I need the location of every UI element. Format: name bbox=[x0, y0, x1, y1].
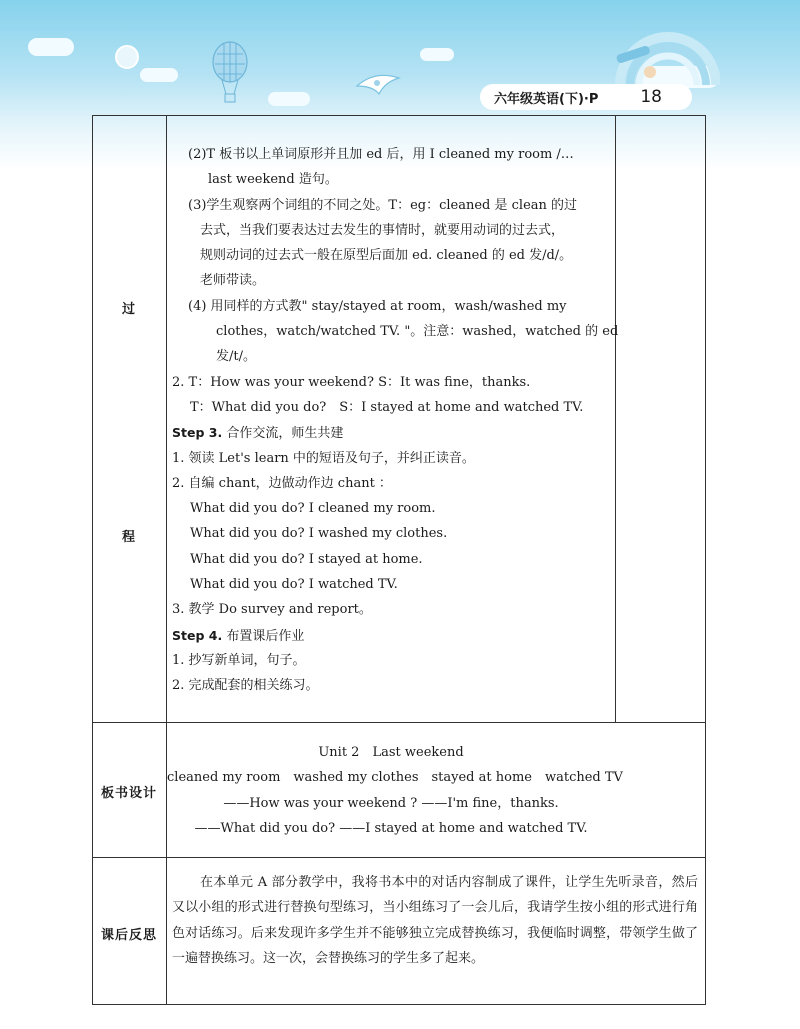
chant-line: What did you do? I watched TV. bbox=[190, 577, 398, 593]
process-line: last weekend 造句。 bbox=[208, 172, 338, 188]
process-label-2: 程 bbox=[121, 530, 136, 545]
cloud-decoration bbox=[140, 68, 178, 82]
process-line: 老师带读。 bbox=[200, 273, 266, 289]
process-line: 1. 抄写新单词，句子。 bbox=[172, 652, 306, 668]
sun-icon bbox=[115, 45, 139, 69]
teaching-process bbox=[172, 142, 619, 699]
cloud-decoration bbox=[268, 92, 310, 106]
process-line: (2)T 板书以上单词原形并且加 ed 后，用 I cleaned my room /… bbox=[188, 147, 574, 162]
chant-line: What did you do? I stayed at home. bbox=[190, 551, 423, 567]
board-dialog: ——What did you do? ——I stayed at home and watched TV. bbox=[194, 820, 588, 836]
step-label: Step 4. bbox=[172, 627, 223, 643]
step-heading bbox=[172, 420, 612, 445]
process-line: 去式，当我们要表达过去发生的事情时，就要用动词的过去式， bbox=[200, 222, 565, 238]
hot-air-balloon-icon bbox=[210, 40, 250, 106]
row-divider bbox=[93, 857, 705, 858]
step-heading bbox=[172, 623, 612, 648]
page-number: 18 bbox=[640, 87, 662, 107]
board-title: Unit 2 Last weekend bbox=[318, 745, 464, 760]
chant-line: What did you do? I washed my clothes. bbox=[190, 526, 448, 542]
step-title: 合作交流，师生共建 bbox=[226, 426, 344, 442]
column-divider bbox=[615, 116, 616, 722]
process-line: (4) 用同样的方式教" stay/stayed at room，wash/washed my bbox=[188, 298, 567, 314]
board-design bbox=[167, 740, 623, 841]
cloud-decoration bbox=[28, 38, 74, 56]
process-line: (3)学生观察两个词组的不同之处。T：eg：cleaned 是 clean 的过 bbox=[188, 197, 578, 213]
column-divider bbox=[166, 116, 167, 1004]
board-design-label: 板书设计 bbox=[100, 786, 157, 801]
reflection-label: 课后反思 bbox=[100, 928, 157, 943]
book-title: 六年级英语(下)·P bbox=[494, 91, 599, 107]
process-line: 2. 自编 chant，边做动作边 chant ： bbox=[172, 475, 392, 491]
process-line: T：What did you do? S：I stayed at home and watched TV. bbox=[190, 399, 584, 415]
row-divider bbox=[93, 722, 705, 723]
process-line: 规则动词的过去式一般在原型后面加 ed. cleaned 的 ed 发/d/。 bbox=[200, 248, 573, 264]
process-line: 2. 完成配套的相关练习。 bbox=[172, 678, 319, 694]
reflection-text: 在本单元 A 部分教学中，我将书本中的对话内容制成了课件，让学生先听录音，然后又以小组的形式进行替换句型练习，当小组练习了一会儿后，我请学生按小组的形式进行角色对话练习。后来发现许多学生并不能够独立完成替换练习，我便临时调整，带领学生做了一遍替换练习。这一次，会替换练习的学生多了起来。 bbox=[172, 875, 698, 966]
process-line: 1. 领读 Let's learn 中的短语及句子，并纠正读音。 bbox=[172, 450, 475, 466]
board-dialog: ——How was your weekend ? ——I'm fine，thanks. bbox=[223, 795, 559, 811]
process-label-1: 过 bbox=[121, 302, 136, 317]
process-line: 2. T：How was your weekend? S：It was fine，thanks. bbox=[172, 374, 531, 390]
process-line: 发/t/。 bbox=[216, 349, 256, 365]
page-header-label bbox=[480, 84, 692, 110]
step-title: 布置课后作业 bbox=[226, 628, 305, 644]
board-phrases: cleaned my room washed my clothes stayed at home watched TV bbox=[167, 770, 623, 786]
cloud-decoration bbox=[420, 48, 454, 61]
process-line: 3. 教学 Do survey and report。 bbox=[172, 602, 372, 618]
step-label: Step 3. bbox=[172, 425, 223, 441]
chant-line: What did you do? I cleaned my room. bbox=[190, 501, 436, 517]
process-line: clothes，watch/watched TV. "。注意：washed，watched 的 ed bbox=[216, 324, 619, 340]
glider-icon bbox=[355, 68, 401, 100]
rainbow-icon bbox=[610, 20, 720, 90]
